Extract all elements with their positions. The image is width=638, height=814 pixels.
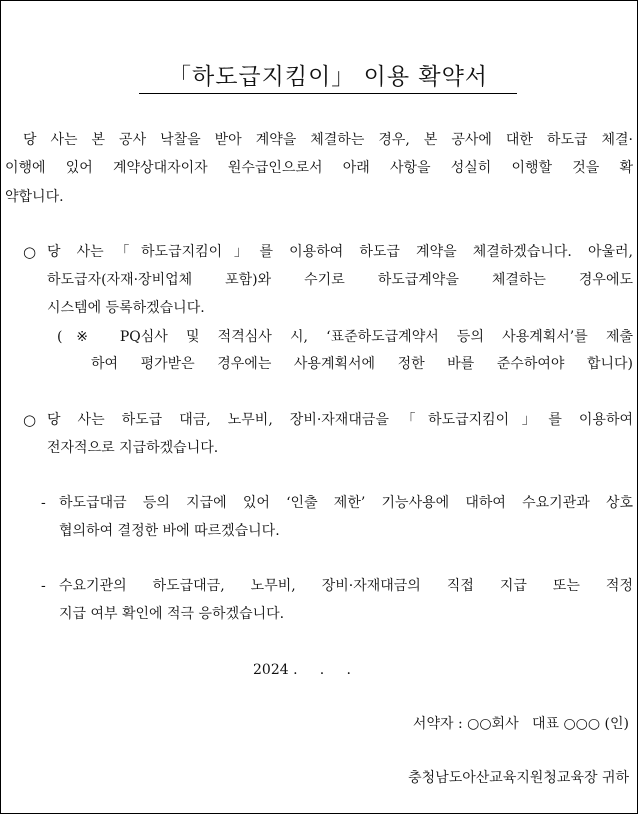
sub1-line-2: 협의하여 결정한 바에 따르겠습니다.	[59, 523, 280, 539]
clause1-line-1: 당 사는「하도급지킴이」를 이용하여 하도급 계약을 체결하겠습니다. 아울러,	[47, 244, 633, 260]
addressee-line: 충청남도아산교육지원청교육장 귀하	[408, 770, 629, 786]
intro-line-3: 약합니다.	[5, 189, 64, 205]
intro-line-2: 이행에 있어 계약상대자이자 원수급인으로서 아래 사항을 성실히 이행할 것을 확	[5, 160, 633, 176]
sub2-line-1: 수요기관의 하도급대금, 노무비, 장비·자재대금의 직접 지급 또는 적정	[59, 578, 633, 594]
clause1-bullet: ○	[23, 243, 37, 261]
sub2-line-2: 지급 여부 확인에 적극 응하겠습니다.	[59, 606, 285, 622]
clause1-line-3: 시스템에 등록하겠습니다.	[47, 300, 205, 316]
intro-line-1: 당 사는 본 공사 낙찰을 받아 계약을 체결하는 경우, 본 공사에 대한 하도급 체결·	[23, 132, 633, 148]
clause1-note-1: (※ PQ심사 및 적격심사 시, ‘표준하도급계약서 등의 사용계획서’를 제출	[57, 329, 633, 345]
sub1-dash: -	[41, 495, 46, 511]
signer-line: 서약자 : ○○회사 대표 ○○○ (인)	[412, 716, 629, 732]
clause2-line-2: 전자적으로 지급하겠습니다.	[47, 440, 219, 456]
clause2-bullet: ○	[23, 411, 37, 429]
clause1-line-2: 하도급자(자재·장비업체 포함)와 수기로 하도급계약을 체결하는 경우에도	[47, 272, 633, 288]
sub2-dash: -	[41, 578, 46, 594]
clause1-note-2: 하여 평가받은 경우에는 사용계획서에 정한 바를 준수하여야 합니다)	[91, 356, 633, 372]
document-title: 「하도급지킴이」 이용 확약서	[139, 61, 517, 94]
sub1-line-1: 하도급대금 등의 지급에 있어 ‘인출 제한’ 기능사용에 대하여 수요기관과 상호	[59, 495, 633, 511]
pledge-date: 2024 . . .	[253, 662, 351, 678]
clause2-line-1: 당 사는 하도급 대금, 노무비, 장비·자재대금을「하도급지킴이」를 이용하여	[47, 412, 633, 428]
